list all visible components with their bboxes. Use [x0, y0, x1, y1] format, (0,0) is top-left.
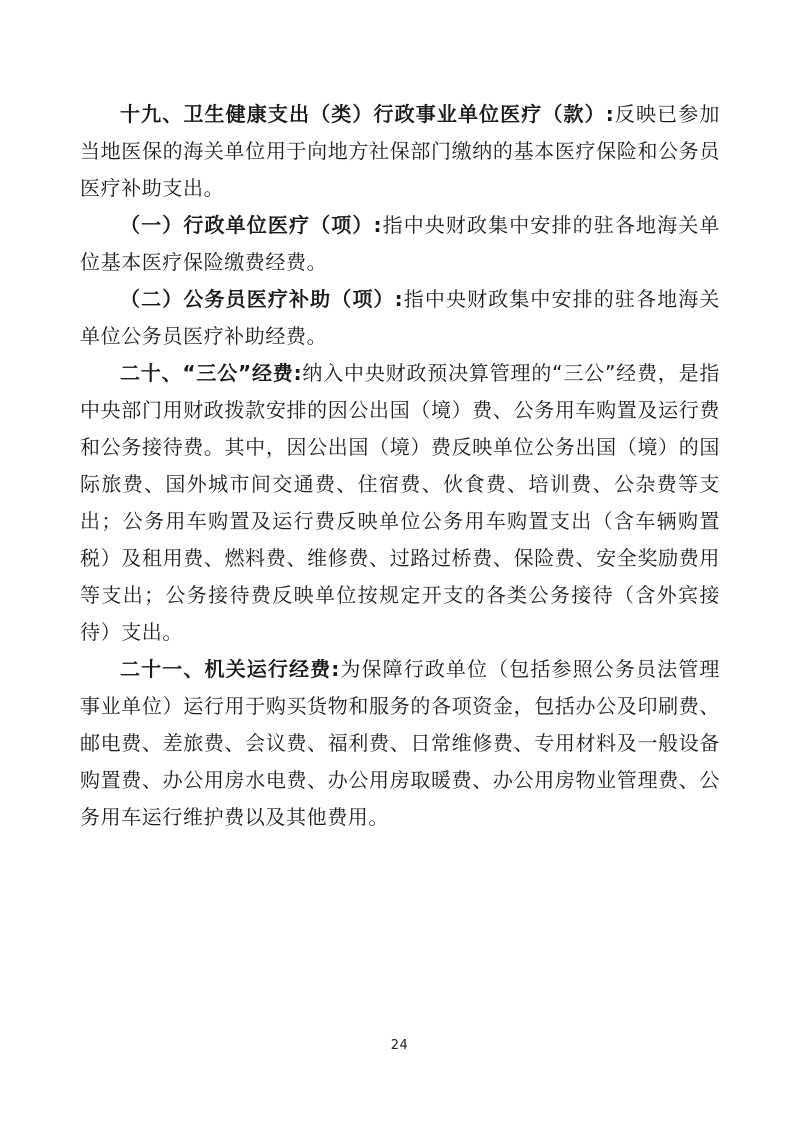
paragraph-heading: 二十一、机关运行经费:: [120, 657, 340, 681]
paragraph-operating-expenses: [80, 651, 720, 836]
page-number: 24: [390, 1038, 409, 1053]
paragraph-health-expenditure: [80, 96, 720, 207]
paragraph-admin-medical: [80, 207, 720, 281]
paragraph-heading: 二十、“三公”经费:: [120, 361, 303, 385]
paragraph-body: 反映已参加当地医保的海关单位用于向地方社保部门缴纳的基本医疗保险和公务员医疗补助支出。: [80, 102, 720, 200]
paragraph-heading: 十九、卫生健康支出（类）行政事业单位医疗（款）:: [120, 102, 615, 126]
paragraph-body: 纳入中央财政预决算管理的“三公”经费，是指中央部门用财政拨款安排的因公出国（境）费、公务用车购置及运行费和公务接待费。其中，因公出国（境）费反映单位公务出国（境）的国际旅费、国外城市间交通费、住宿费、伙食费、培训费、公杂费等支出；公务用车购置及运行费反映单位公务用车购置支出（含车辆购置税）及租用费、燃料费、维修费、过路过桥费、保险费、安全奖励费用等支出；公务接待费反映单位按规定开支的各类公务接待（含外宾接待）支出。: [80, 361, 720, 644]
paragraph-three-public-expenses: [80, 355, 720, 651]
paragraph-body: 为保障行政单位（包括参照公务员法管理事业单位）运行用于购买货物和服务的各项资金，包括办公及印刷费、邮电费、差旅费、会议费、福利费、日常维修费、专用材料及一般设备购置费、办公用房水电费、办公用房取暖费、办公用房物业管理费、公务用车运行维护费以及其他费用。: [80, 657, 720, 829]
paragraph-heading: （一）行政单位医疗（项）:: [120, 213, 383, 237]
paragraph-body: 指中央财政集中安排的驻各地海关单位基本医疗保险缴费经费。: [80, 213, 720, 274]
paragraph-body: 指中央财政集中安排的驻各地海关单位公务员医疗补助经费。: [80, 287, 721, 348]
paragraph-civil-servant-medical: [80, 281, 720, 355]
document-page: [80, 96, 720, 836]
paragraph-heading: （二）公务员医疗补助（项）:: [120, 287, 404, 311]
